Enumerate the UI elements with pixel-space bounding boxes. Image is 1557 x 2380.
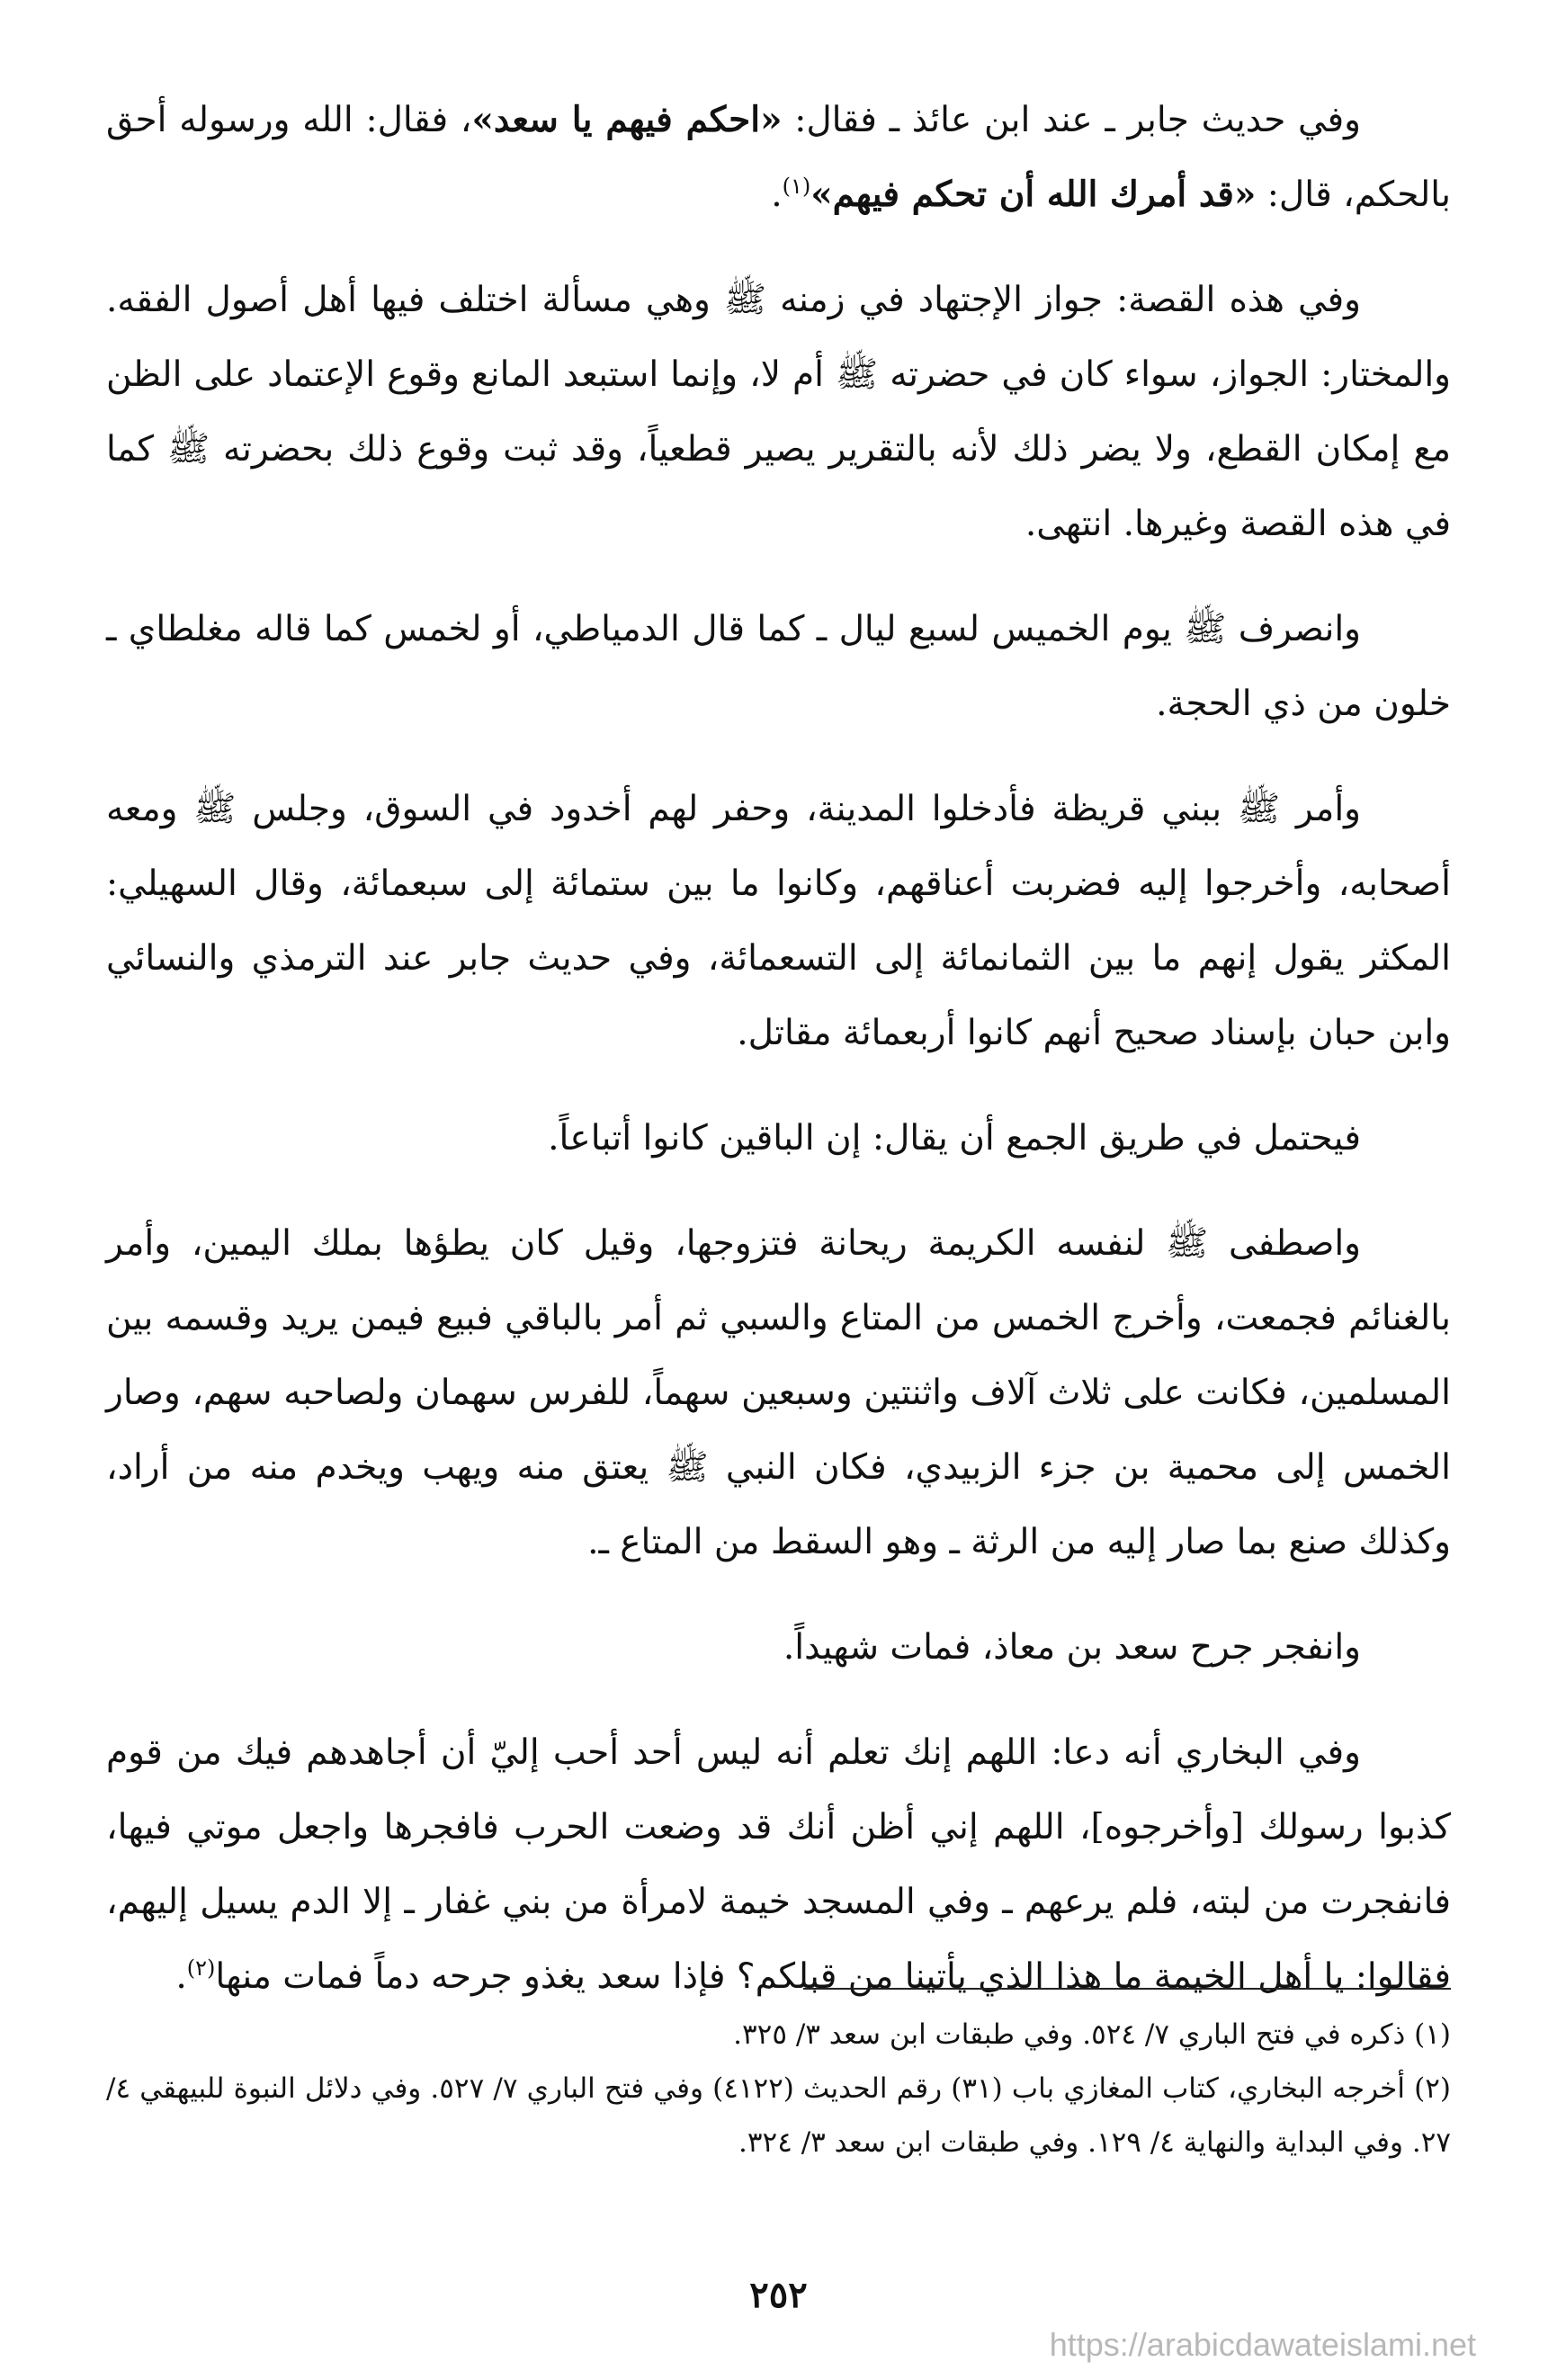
paragraph-1-mid: ، فقال: الله ورسوله أحق بالحكم، قال: <box>106 100 1451 215</box>
paragraph-1-lead: وفي حديث جابر ـ عند ابن عائذ ـ فقال: <box>782 100 1362 140</box>
page-number: ٢٥٢ <box>749 2274 808 2316</box>
quote-2: «قد أمرك الله أن تحكم فيهم» <box>810 174 1257 215</box>
paragraph-5: فيحتمل في طريق الجمع أن يقال: إن الباقين كانوا أتباعاً. <box>548 1118 1361 1159</box>
footnote-ref-2[interactable]: (٢) <box>186 1955 216 1981</box>
footnote-divider <box>803 1988 1451 1990</box>
paragraph-3: وانصرف ﷺ يوم الخميس لسبع ليال ـ كما قال الدمياطي، أو لخمس كما قاله مغلطاي ـ خلون من ذي الحجة. <box>106 609 1451 724</box>
paragraph-4: وأمر ﷺ ببني قريظة فأدخلوا المدينة، وحفر لهم أخدود في السوق، وجلس ﷺ ومعه أصحابه، وأخرجوا إليه فضربت أعناقهم، وكانوا ما بين ستمائة إلى سبعمائة، وقال السهيلي: المكثر يقول إنهم ما بين الثمانمائة إلى التسعمائة، وفي حديث جابر عند الترمذي والنسائي وابن حبان بإسناد صحيح أنهم كانوا أربعمائة مقاتل. <box>106 789 1451 1053</box>
footnote-2: (٢) أخرجه البخاري، كتاب المغازي باب (٣١) رقم الحديث (٤١٢٢) وفي فتح الباري ٧/ ٥٢٧. وفي دلائل النبوة للبيهقي ٤/ ٢٧. وفي البداية والنهاية ٤/ ١٢٩. وفي طبقات ابن سعد ٣/ ٣٢٤. <box>106 2072 1451 2159</box>
page-body <box>106 83 1451 2044</box>
paragraph-7: وانفجر جرح سعد بن معاذ، فمات شهيداً. <box>783 1627 1361 1668</box>
footnote-1: (١) ذكره في فتح الباري ٧/ ٥٢٤. وفي طبقات ابن سعد ٣/ ٣٢٥. <box>733 2018 1451 2051</box>
paragraph-8-lead: وفي البخاري أنه دعا: اللهم إنك تعلم أنه ليس أحد أحب إليّ أن أجاهدهم فيك من قوم كذبوا رسولك [وأخرجوه]، اللهم إني أظن أنك قد وضعت الحرب فافجرها واجعل موتي فيها، فانفجرت من لبته، فلم يرعهم ـ وفي المسجد خيمة لامرأة من بني غفار ـ إلا الدم يسيل إليهم، فقالوا: يا أهل الخيمة ما هذا الذي يأتينا من قبلكم؟ فإذا سعد يغذو جرحه دماً فمات منها <box>106 1732 1451 1997</box>
paragraph-8 <box>106 1715 1451 2014</box>
quote-1: «احكم فيهم يا سعد» <box>471 99 783 140</box>
paragraph-8-tail: . <box>175 1956 187 1997</box>
paragraph-2: وفي هذه القصة: جواز الإجتهاد في زمنه ﷺ وهي مسألة اختلف فيها أهل أصول الفقه. والمختار: الجواز، سواء كان في حضرته ﷺ أم لا، وإنما استبعد المانع وقوع الإعتماد على الظن مع إمكان القطع، ولا يضر ذلك لأنه بالتقرير يصير قطعياً، وقد ثبت وقوع ذلك بحضرته ﷺ كما في هذه القصة وغيرها. انتهى. <box>106 280 1451 544</box>
footnote-ref-1[interactable]: (١) <box>782 174 811 199</box>
watermark: https://arabicdawateislami.net <box>1049 2326 1476 2363</box>
paragraph-6: واصطفى ﷺ لنفسه الكريمة ريحانة فتزوجها، وقيل كان يطؤها بملك اليمين، وأمر بالغنائم فجمعت، وأخرج الخمس من المتاع والسبي ثم أمر بالباقي فبيع فيمن يريد وقسمه بين المسلمين، فكانت على ثلاث آلاف واثنتين وسبعين سهماً، للفرس سهمان ولصاحبه سهم، وصار الخمس إلى محمية بن جزء الزبيدي، فكان النبي ﷺ يعتق منه ويهب ويخدم منه من أراد، وكذلك صنع بما صار إليه من الرثة ـ وهو السقط من المتاع ـ. <box>106 1223 1451 1562</box>
footnotes <box>106 2008 1451 2170</box>
paragraph-1 <box>106 83 1451 232</box>
paragraph-1-tail: . <box>771 174 783 215</box>
